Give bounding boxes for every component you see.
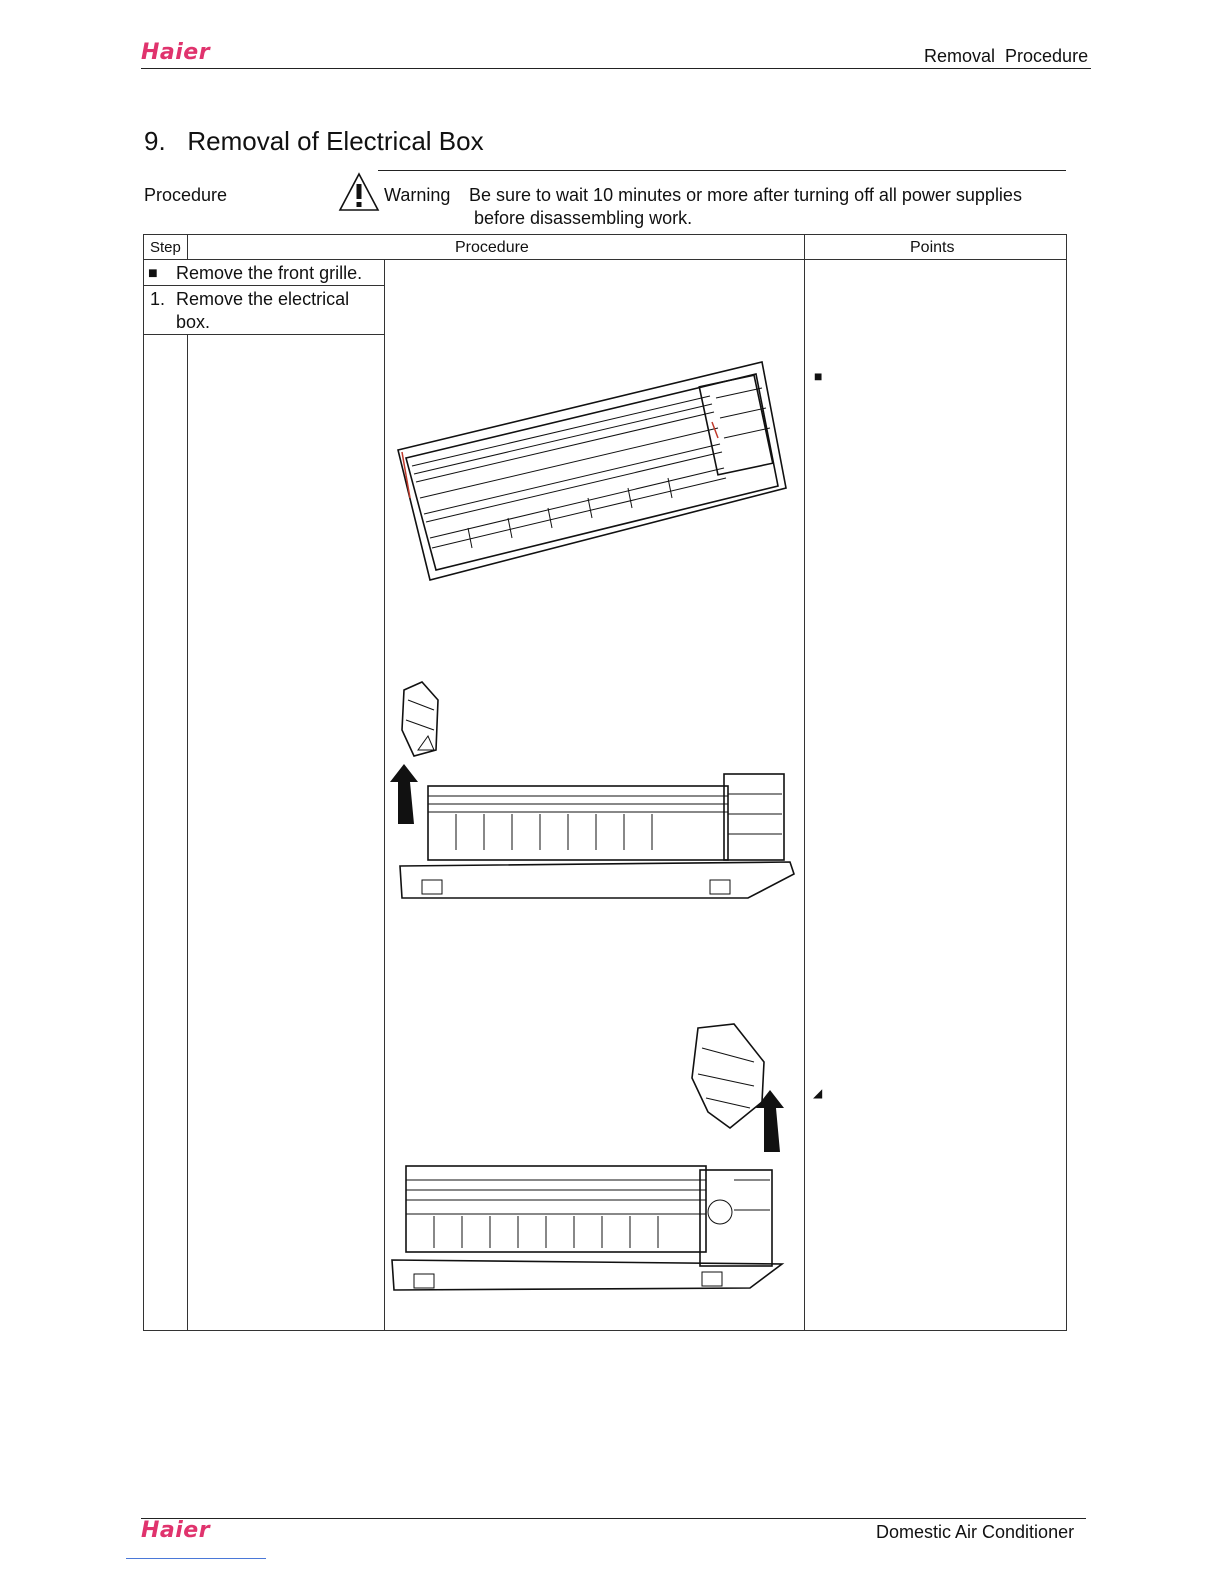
page-title: 9. Removal of Electrical Box [144, 126, 484, 156]
header-rule [141, 68, 1091, 69]
procedure-label: Procedure [144, 185, 228, 205]
points-marker: ■ [814, 368, 823, 384]
table-header-points: Points [910, 239, 955, 256]
warning-triangle-icon [338, 172, 380, 212]
warning-line-1: Be sure to wait 10 minutes or more after turning off all power supplies [469, 185, 1022, 205]
row-marker: ■ [148, 265, 158, 282]
electrical-box-illustration-left [398, 680, 448, 760]
indoor-unit-illustration-3 [390, 1160, 790, 1294]
header-logo: Haier [141, 40, 211, 65]
warning-line-2: before disassembling work. [474, 208, 693, 228]
up-arrow-icon [754, 1090, 786, 1156]
table-header-step: Step [150, 239, 181, 256]
warning-label: Warning [384, 185, 451, 205]
title-rule [378, 170, 1066, 171]
row-text-line-2: box. [176, 312, 211, 332]
points-marker: ◢ [813, 1086, 823, 1100]
indoor-unit-illustration-1 [392, 358, 792, 588]
footer-underline [126, 1558, 266, 1559]
footer-logo: Haier [141, 1518, 211, 1543]
row-text: Remove the front grille. [176, 263, 363, 283]
table-header-procedure: Procedure [455, 239, 529, 256]
footer-rule [141, 1518, 1086, 1519]
indoor-unit-illustration-2 [398, 770, 798, 902]
row-text-line-1: Remove the electrical [176, 289, 350, 309]
footer-label: Domestic Air Conditioner [876, 1522, 1075, 1542]
header-section-label: Removal Procedure [924, 46, 1089, 66]
row-marker: 1. [150, 289, 166, 309]
